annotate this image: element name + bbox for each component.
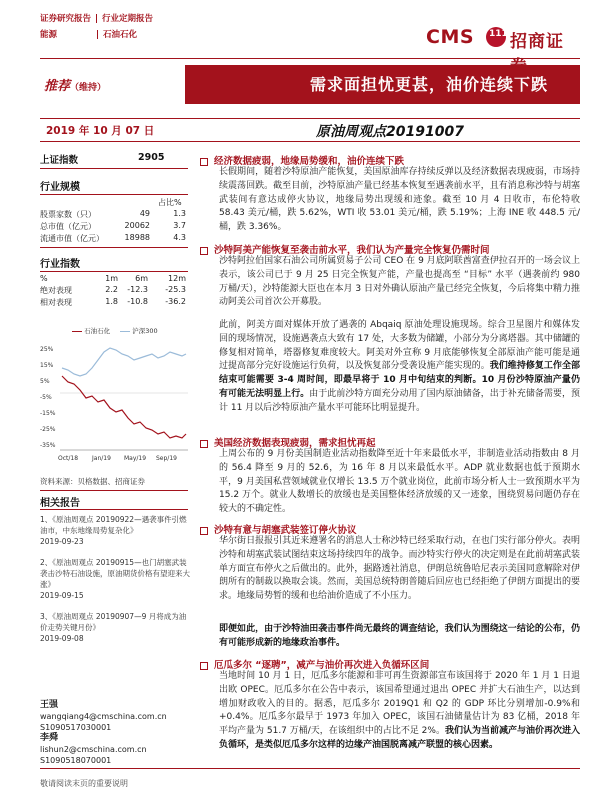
section-heading: 经济数据疲弱，地缘局势缓和，油价连续下跌 — [200, 153, 404, 167]
report-date: 2019 年 10 月 07 日 — [46, 125, 155, 137]
perf-col: 12m — [168, 274, 186, 283]
perf-col: 1m — [105, 274, 118, 283]
divider — [40, 509, 188, 510]
related-date: 2019-09-15 — [40, 591, 84, 600]
perf-heading: 行业指数 — [40, 259, 80, 270]
index-value: 2905 — [138, 152, 165, 163]
perf-12m: -36.2 — [165, 297, 186, 306]
y-tick: 5% — [40, 378, 50, 385]
x-tick: Jan/19 — [92, 455, 111, 462]
legend-label: 沪深300 — [132, 327, 158, 335]
divider — [40, 768, 580, 769]
section-heading: 沙特有意与胡塞武装签订停火协议 — [200, 522, 357, 536]
footer-note: 敬请阅读末页的重要说明 — [40, 779, 128, 788]
related-title: 3、《原油周观点 20190907—9 月将成为油价走势关键月份》 — [40, 612, 187, 632]
analyst-name: 王强 — [40, 700, 59, 710]
section-body: 上周公布的 9 月份美国制造业活动指数降至近十年来最低水平，非制造业活动指数由 8 月的 56.4 降至 9 月的 52.6，为 16 年 8 月以来最低水平。ADP 就业数据也低于预期水平，9 月美国私营领域就业仅增长 13.5 万个就业岗位，此前市场分析人士一致预期水平为 15.2 万个。就业人数增长的放缓也是美国整体经济放缓的又一迹象，围绕贸易问题仍存在较大的不确定性。 — [219, 449, 580, 515]
rating: 推荐（维持） — [44, 79, 107, 94]
y-tick: -5% — [40, 394, 52, 401]
basics-value: 20062 — [124, 221, 150, 230]
y-tick: 25% — [40, 346, 54, 353]
basics-share: 4.3 — [173, 233, 186, 242]
logo-latin: CMS — [426, 26, 475, 48]
chart-legend — [72, 326, 158, 335]
related-date: 2019-09-23 — [40, 537, 84, 546]
perf-label: 绝对表现 — [40, 286, 72, 295]
logo-chinese: 招商证 — [510, 32, 564, 52]
related-title: 2、《原油周观点 20190915—也门胡塞武装袭击沙特石油设施，原油期货价格有望迎来大涨》 — [40, 558, 190, 589]
basics-heading: 行业规模 — [40, 182, 80, 193]
emphasis-text: 我们维持修复工作全部结束可能需要 3-4 周时间，即最早将于 10 月中旬结束的判断。10 月份沙特原油产量仍有可能无法明显上行。 — [219, 361, 580, 399]
legend-swatch-hs300 — [120, 331, 130, 332]
perf-1m: 2.2 — [105, 285, 118, 294]
analyst-block — [40, 733, 147, 766]
section-heading: 沙特阿美产能恢复至袭击前水平，我们认为产量完全恢复仍需时间 — [200, 242, 490, 256]
legend-label: 石油石化 — [84, 327, 111, 335]
analyst-name: 李舜 — [40, 733, 59, 743]
analyst-license: S1090518070001 — [40, 756, 112, 765]
divider — [40, 58, 580, 59]
divider — [40, 490, 188, 491]
perf-1m: 1.8 — [105, 297, 118, 306]
analyst-email[interactable]: wangqiang4@cmschina.com.cn — [40, 712, 167, 721]
x-tick: Sep/19 — [156, 455, 177, 462]
divider — [40, 194, 188, 195]
x-tick: May/19 — [124, 455, 147, 462]
index-performance-chart — [40, 338, 190, 474]
y-tick: -25% — [40, 426, 56, 433]
report-type: 证券研究报告 — [40, 14, 92, 24]
y-tick: -15% — [40, 410, 56, 417]
related-heading: 相关报告 — [40, 498, 80, 509]
perf-col: 6m — [135, 274, 148, 283]
chart-source: 资料来源：贝格数据、招商证券 — [40, 477, 145, 486]
basics-value: 18988 — [124, 233, 150, 242]
basics-label: 总市值（亿元） — [40, 222, 96, 231]
emphasis-text: 即便如此，由于沙特油田袭击事件尚无最终的调查结论，我们认为围绕这一结论的公布，仍有可能形成新的地缘政治事件。 — [219, 624, 580, 648]
basics-share: 1.3 — [173, 209, 186, 218]
headline: 需求面担忧更甚，油价连续下跌 — [309, 75, 548, 94]
share-header: 占比% — [158, 198, 182, 207]
logo-emblem-icon: 111 — [486, 27, 506, 47]
section-body: 当地时间 10 月 1 日，厄瓜多尔能源和非可再生资源部宣布该国将于 2020 年 1 月 1 日退出欧 OPEC。厄瓜多尔在公告中表示，该国希望通过退出 OPEC 并扩大石油生产，以达到增加财政收入的目的。据悉，厄瓜多尔 2019Q1 和 Q2 的 GDP 环比分别增加-0.9%和+0.4%。厄瓜多尔最早于 1973 年加入 OPEC，该国石油储量估计为 83 亿桶，2018 年平均产量为 51.7 万桶/天，在该组织中的占比不足 2%。我们认为当前减产与油价再次进入负循环，是类似厄瓜多尔这样的边缘产油国脱离减产联盟的核心因素。 — [219, 671, 580, 750]
company-logo — [426, 26, 578, 52]
emphasis-text: 我们认为当前减产与油价再次进入负循环，是类似厄瓜多尔这样的边缘产油国脱离减产联盟的核心因素。 — [219, 726, 580, 750]
basics-label: 股票家数（只） — [40, 210, 96, 219]
perf-6m: -12.3 — [127, 285, 148, 294]
section-body: 沙特阿拉伯国家石油公司所属贸易子公司 CEO 在 9 月底阿联酋富查伊拉召开的一场会议上表示，该公司已于 9 月 25 日完全恢复产能，产量也提高至 “目标” 水平（遇袭前约 980 万桶/天），沙特能源大臣也在本月 3 日对外确认原油产量已经完全恢复，今后将集中精力推动阿美公司首次公开募股。 — [219, 256, 580, 308]
related-item[interactable] — [40, 611, 190, 644]
related-item[interactable] — [40, 514, 190, 547]
basics-value: 49 — [139, 209, 150, 218]
section-body: 华尔街日报报引其近来遵署名的消息人士称沙特已经采取行动，在也门实行部分停火。表明沙特和胡塞武装试图结束这场持续四年的战争。而沙特实行停火的决定则是在此前胡塞武装单方面宣布停火之后做出的。此外，据路透社消息，伊朗总统鲁哈尼表示美国同意解除对伊朗所有的制裁以换取会谈。然而，美国总统特朗普随后回应也已经拒绝了伊朗方面提出的要求。地缘局势暂的缓和也给油价造成了不小压力。 — [219, 536, 580, 602]
report-category: 行业定期报告 — [102, 14, 154, 24]
perf-6m: -10.8 — [127, 297, 148, 306]
sector-label: 能源 — [40, 30, 58, 40]
perf-label: 相对表现 — [40, 298, 72, 307]
header-tags — [40, 11, 153, 43]
analyst-email[interactable]: lishun2@cmschina.com.cn — [40, 745, 147, 754]
related-title: 1、《原油周观点 20190922—遇袭事件引燃油市，中东地缘局势复杂化》 — [40, 515, 187, 535]
section-body — [219, 623, 580, 651]
section-body: 此前，阿美方面对媒体开放了遇袭的 Abqaiq 原油处理设施现场。综合卫星图片和媒体发回的现场情况，设施遇袭点大致有 17 处，大多数为储罐，小部分为分离塔器。其中储罐的修复相对简单，塔器修复难度较大。阿美对外宣称 9 月底能够恢复全部原油产能可能是通过提高部分完好设施运行负荷，以及恢复部分受袭设施产能实现的。我们维持修复工作全部结束可能需要 3-4 周时间，即最早将于 10 月中旬结束的判断。10 月份沙特原油产量仍有可能无法明显上行。由于此前沙特方面充分动用了国内原油储备，出于补充储备需要，预计 11 月以后沙特原油产量水平可能环比明显提升。 — [219, 320, 580, 413]
perf-12m: -25.3 — [165, 285, 186, 294]
index-label: 上证指数 — [40, 155, 79, 166]
analyst-block — [40, 700, 167, 733]
section-heading: 美国经济数据表现疲弱，需求担忧再起 — [200, 435, 376, 449]
related-date: 2019-09-08 — [40, 634, 84, 643]
y-tick: 15% — [40, 362, 54, 369]
section-body: 长假期间，随着沙特原油产能恢复，美国原油库存持续反弹以及经济数据表现疲弱，市场持续震荡回跌。截至目前，沙特原油产量已经基本恢复至遇袭前水平，且有消息称沙特与胡塞武装间有意达成停火协议，地缘局势出现缓和迹象。截至 10 月 4 日收市，布伦特收 58.43 美元/桶，跌 5.62%，WTI 收 53.01 美元/桶，跌 5.19%；上海 INE 收 448.5 元/桶，跌 3.36%。 — [219, 167, 580, 233]
basics-label: 流通市值（亿元） — [40, 234, 104, 243]
divider — [40, 168, 188, 169]
perf-col: % — [40, 274, 48, 283]
y-tick: -35% — [40, 442, 56, 449]
report-title: 原油周观点20191007 — [316, 124, 464, 140]
sub-sector-label: 石油石化 — [103, 30, 138, 40]
related-item[interactable] — [40, 557, 190, 601]
x-tick: Oct/18 — [58, 455, 79, 462]
section-heading: 厄瓜多尔 “逐聘”，减产与油价再次进入负循环区间 — [200, 657, 429, 671]
legend-swatch-sector — [72, 331, 82, 332]
divider — [40, 271, 188, 272]
divider — [40, 247, 188, 248]
analyst-license: S1090517030001 — [40, 723, 112, 732]
basics-share: 3.7 — [173, 221, 186, 230]
